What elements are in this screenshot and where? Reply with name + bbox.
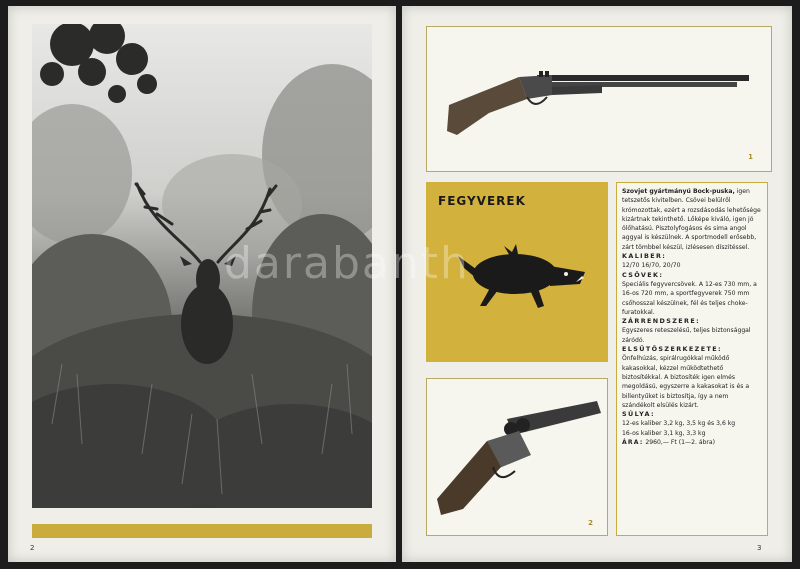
intro-paragraph [622,187,762,252]
zarrendszere-value: Egyszeres reteszelésű, teljes biztonsággal záródó. [622,327,751,344]
stag-photo [32,24,372,508]
intro-text: igen tetszetős kivitelben. Csövei belülről krómozottak, ezért a rozsdásodás lehetősége kizártnak tekinthető. Lőképe kiváló, igen jó ölőhatású. Pisztolyfogásos és sima angol aggyal is készülnek. A sportmodell erősebb, zárt tömbbel készül, izlésesen díszitéssel. [622,188,761,251]
figure-number: 2 [588,519,593,527]
price-value: 2960,— Ft (1—2. ábra) [645,439,716,447]
figure-number: 1 [748,153,753,161]
sulya-heading: SÚLYA: [622,410,655,419]
page-number: 2 [30,544,35,552]
left-page [8,6,396,562]
figure-2-box [426,378,608,536]
sulya-line-1: 12-es kaliber 3,2 kg, 3,5 kg és 3,6 kg [622,420,736,428]
zarrendszere-heading: ZÁRRENDSZERE: [622,317,701,326]
elsutoszerkezete-heading: ELSÜTŐSZERKEZETE: [622,345,722,354]
intro-bold: Szovjet gyártmányú Bock-puska, [622,188,735,195]
figure-1-box [426,26,772,172]
csovek-heading: CSÖVEK: [622,270,664,279]
section-title: FEGYVEREK [438,194,526,208]
shotgun-detail-illustration [427,379,607,535]
price-label: ÁRA: [622,439,644,447]
kaliber-heading: KALIBER: [622,252,667,261]
price-line [622,438,762,447]
elsutoszerkezete-value: Önfelhúzás, spirálrugókkal működő kakasokkal, kézzel működtethető biztosítékkal. A biztosíték igen elmés megoldású, egyszerre a kakasokat is és a billentyűket is biztosítja, így a nem szándékolt elsülés kizárt. [622,355,750,409]
watermark-text: darabanth [224,238,470,289]
kaliber-value: 12/70 16/70, 20/70 [622,262,681,270]
decorative-strip [32,524,372,538]
boar-illustration [450,232,590,312]
specifications-text [616,182,768,536]
sulya-line-2: 16-os kaliber 3,1 kg, 3,3 kg [622,429,706,437]
page-number: 3 [757,544,762,552]
section-panel [426,182,608,362]
right-page [402,6,792,562]
shotgun-side-illustration [427,27,771,171]
csovek-value: Speciális fegyvercsövek. A 12-es 730 mm, a 16-os 720 mm, a sportfegyverek 750 mm csőhosszal készülnek, fél és teljes choke-furatokkal. [622,280,757,316]
